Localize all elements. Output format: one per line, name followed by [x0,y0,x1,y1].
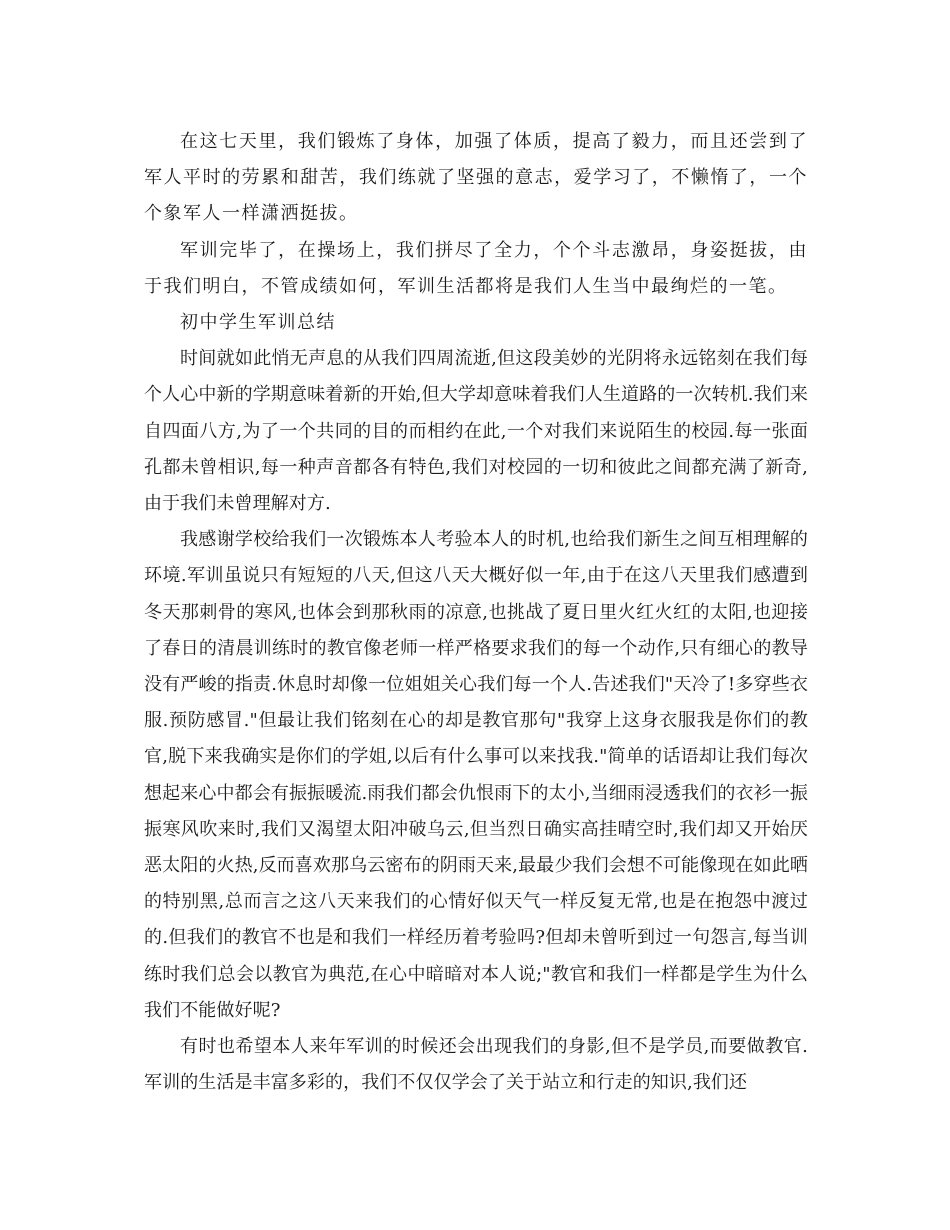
document-body [144,124,808,1101]
paragraph-4: 我感谢学校给我们一次锻炼本人考验本人的时机,也给我们新生之间互相理解的环境.军训虽说只有短短的八天,但这八天大概好似一年,由于在这八天里我们感遭到冬天那刺骨的寒风,也体会到那秋雨的凉意,也挑战了夏日里火红火红的太阳,也迎接了春日的清晨训练时的教官像老师一样严格要求我们的每一个动作,只有细心的教导没有严峻的指责.休息时却像一位姐姐关心我们每一个人.告述我们"天冷了!多穿些衣服.预防感冒."但最让我们铭刻在心的却是教官那句"我穿上这身衣服我是你们的教官,脱下来我确实是你们的学姐,以后有什么事可以来找我."简单的话语却让我们每次想起来心中都会有振振暖流.雨我们都会仇恨雨下的太小,当细雨浸透我们的衣衫一振振寒风吹来时,我们又渴望太阳冲破乌云,但当烈日确实高挂晴空时,我们却又开始厌恶太阳的火热,反而喜欢那乌云密布的阴雨天来,最最少我们会想不可能像现在如此晒的特别黑,总而言之这八天来我们的心情好似天气一样反复无常,也是在抱怨中渡过的.但我们的教官不也是和我们一样经历着考验吗?但却未曾听到过一句怨言,每当训练时我们总会以教官为典范,在心中暗暗对本人说;"教官和我们一样都是学生为什么我们不能做好呢? [144,529,808,1021]
paragraph-1: 在这七天里，我们锻炼了身体，加强了体质，提高了毅力，而且还尝到了军人平时的劳累和甜苦，我们练就了坚强的意志，爱学习了，不懒惰了，一个个象军人一样潇洒挺拔。 [144,131,808,225]
section-heading: 初中学生军训总结 [180,312,336,334]
paragraph-5: 有时也希望本人来年军训的时候还会出现我们的身影,但不是学员,而要做教官.军训的生活是丰富多彩的，我们不仅仅学会了关于站立和行走的知识,我们还 [144,1036,808,1094]
paragraph-2: 军训完毕了，在操场上，我们拼尽了全力，个个斗志激昂，身姿挺拔，由于我们明白，不管成绩如何，军训生活都将是我们人生当中最绚烂的一笔。 [144,239,808,297]
paragraph-3: 时间就如此悄无声息的从我们四周流逝,但这段美妙的光阴将永远铭刻在我们每个人心中新的学期意味着新的开始,但大学却意味着我们人生道路的一次转机.我们来自四面八方,为了一个共同的目的而相约在此,一个对我们来说陌生的校园.每一张面孔都未曾相识,每一种声音都各有特色,我们对校园的一切和彼此之间都充满了新奇,由于我们未曾理解对方. [144,348,808,515]
